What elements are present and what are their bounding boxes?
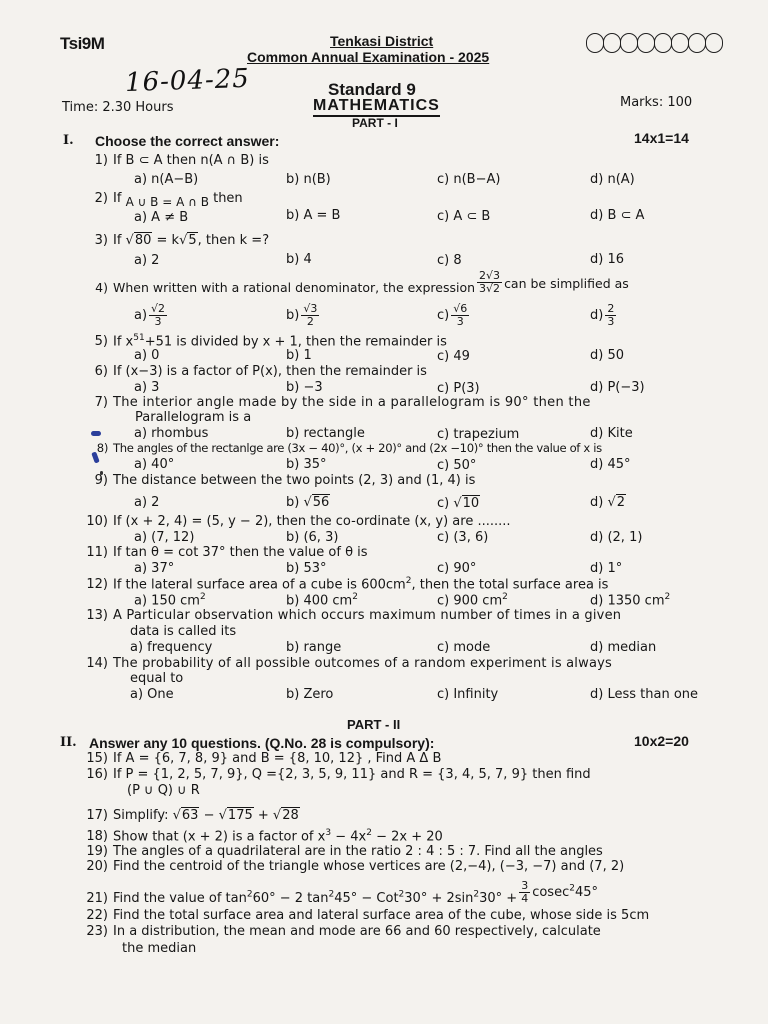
q14-option-d: d) Less than one [590,687,699,702]
question-13: 13) A Particular observation which occurs maximum number of times in a given [86,608,622,623]
question-16-line-2: (P ∪ Q) ∪ R [127,783,200,798]
q7-option-a: a) rhombus [134,426,209,441]
section-one-title: Choose the correct answer: [95,133,280,149]
section-one-marks: 14x1=14 [634,130,689,146]
q14-option-a: a) One [130,687,174,702]
q4-option-d: d) $\frac{2}{3}$ [590,302,615,328]
question-21: 21) Find the value of $\tan^260^\circ - 2$ $\tan^245^\circ - Cot^230^\circ + 2\sin^230^\circ$ + $\frac{3}{4}$ cosec$^2$45° [86,879,599,906]
district-name: Tenkasi District [330,33,434,49]
question-17: 17) Simplify: √63 − √175 + √28 [86,808,299,823]
q12-option-d: d) 1350 $cm^2$ [590,592,671,609]
question-14: 14) The probability of all possible outcomes of a random experiment is always [86,656,612,671]
q13-option-b: b) range [286,640,342,655]
q13-option-d: d) median [590,640,657,655]
question-3: 3) If √80 = k√5, then k =? [94,233,270,248]
question-19: 19) The angles of a quadrilateral are in the ratio 2 : 4 : 5 : 7. Find all the angles [86,844,603,859]
regno-box [688,33,706,53]
q6-option-d: d) P(−3) [590,380,645,395]
q10-option-d: d) (2, 1) [590,530,643,545]
question-10: 10) If (x + 2, 4) = (5, y − 2), then the co-ordinate (x, y) are ........ [86,514,511,529]
regno-box [654,33,672,53]
q9-option-a: a) 2 [134,495,160,510]
q1-option-c: c) n(B−A) [437,172,501,187]
q5-option-b: b) 1 [286,348,312,363]
section-two-marks: 10x2=20 [634,733,689,749]
question-14-line-2: equal to [130,671,184,686]
question-8: 8) The angles of the rectanlge are (3x − 40)°, (x + 20)° and (2x −10)° then the value of x is [96,441,602,455]
standard-label: Standard 9 [328,80,416,99]
part-two-label: PART - II [347,717,401,732]
question-6: 6) If (x−3) is a factor of P(x), then the remainder is [94,364,427,379]
section-one-number: I. [63,133,74,148]
q14-option-c: c) Infinity [437,687,499,702]
q10-option-c: c) (3, 6) [437,530,489,545]
total-marks: Marks: 100 [620,95,693,110]
regno-box [603,33,621,53]
q11-option-b: b) 53° [286,561,327,576]
question-7-line-2: Parallelogram is a [135,410,252,425]
q3-option-a: a) 2 [134,253,160,268]
q5-option-a: a) 0 [134,348,160,363]
subject-title: MATHEMATICS [313,97,440,117]
pen-mark [91,431,101,436]
question-4: 4) When written with a rational denominator, the expression $\frac{2√3}{3√2}$ can be simplified as [95,269,629,295]
q12-option-c: c) 900 $cm^2$ [437,592,508,609]
q14-option-b: b) Zero [286,687,334,702]
q11-option-a: a) 37° [134,561,175,576]
question-13-line-2: data is called its [130,624,237,639]
q1-option-b: b) n(B) [286,172,331,187]
question-2: 2) If A ∪ B = A ∩ B then [94,191,243,209]
q4-option-c: c) $\frac{√6}{3}$ [437,302,468,328]
exam-title: Common Annual Examination - 2025 [247,49,490,65]
question-18: 18) Show that (x + 2) is a factor of $x^3 - 4x^2 - 2x + 20$ [86,828,443,845]
question-11: 11) If tan θ = cot 37° then the value of θ is [86,545,368,560]
regno-box [586,33,604,53]
regno-box [620,33,638,53]
q13-option-c: c) mode [437,640,491,655]
q13-option-a: a) frequency [130,640,213,655]
q11-option-d: d) 1° [590,561,623,576]
q8-option-d: d) 45° [590,457,631,472]
q7-option-d: d) Kite [590,426,633,441]
question-20: 20) Find the centroid of the triangle whose vertices are (2,−4), (−3, −7) and (7, 2) [86,859,625,874]
q6-option-a: a) 3 [134,380,160,395]
question-23-line-2: the median [122,941,197,956]
regno-box [637,33,655,53]
question-23: 23) In a distribution, the mean and mode are 66 and 60 respectively, calculate [86,924,601,939]
q4-option-b: b) $\frac{√3}{2}$ [286,302,318,328]
question-12: 12) If the lateral surface area of a cube is $600cm^2$, then the total surface area is [86,576,609,593]
q8-option-b: b) 35° [286,457,327,472]
question-7: 7) The interior angle made by the side in a parallelogram is 90° then the [94,395,591,410]
q7-option-c: c) trapezium [437,427,520,442]
q2-option-c: c) A ⊂ B [437,209,491,224]
q7-option-b: b) rectangle [286,426,365,441]
q5-option-c: c) 49 [437,349,470,364]
q9-option-c: c) √10 [437,496,480,511]
q6-option-c: c) P(3) [437,381,480,396]
q3-option-b: b) 4 [286,252,312,267]
section-two-number: II. [60,735,77,750]
q1-option-d: d) n(A) [590,172,635,187]
regno-box [705,33,723,53]
q8-option-a: a) 40° [134,457,175,472]
q2-option-d: d) B ⊂ A [590,208,645,223]
q10-option-b: b) (6, 3) [286,530,339,545]
q12-option-b: b) 400 $cm^2$ [286,592,358,609]
exam-duration: Time: 2.30 Hours [62,100,174,115]
q2-option-b: b) A = B [286,208,341,223]
q3-option-d: d) 16 [590,252,624,267]
handwritten-date: 16-04-25 [124,63,251,99]
question-9: 9) The distance between the two points (2, 3) and (1, 4) is [94,473,476,488]
question-1: 1) If B ⊂ A then n(A ∩ B) is [94,153,269,168]
q5-option-d: d) 50 [590,348,624,363]
q2-option-a: a) A ≠ B [134,210,189,225]
q1-option-a: a) n(A−B) [134,172,199,187]
q12-option-a: a) 150 $cm^2$ [134,592,206,609]
q6-option-b: b) −3 [286,380,323,395]
regno-box [671,33,689,53]
section-two-title: Answer any 10 questions. (Q.No. 28 is compulsory): [89,735,435,751]
q9-option-d: d) √2 [590,495,626,510]
q3-option-c: c) 8 [437,253,462,268]
part-one-label: PART - I [352,116,398,130]
question-16: 16) If P = {1, 2, 5, 7, 9}, Q ={2, 3, 5, 9, 11} and R = {3, 4, 5, 7, 9} then find [86,767,591,782]
q11-option-c: c) 90° [437,561,477,576]
question-paper-code: Tsi9M [60,34,105,53]
q9-option-b: b) √56 [286,495,330,510]
q10-option-a: a) (7, 12) [134,530,195,545]
register-number-boxes [586,33,722,57]
question-15: 15) If A = {6, 7, 8, 9} and B = {8, 10, 12} , Find A Δ B [86,751,442,766]
question-5: 5) If $x^{51}+51$ is divided by x + 1, then the remainder is [94,333,447,350]
q8-option-c: c) 50° [437,458,477,473]
q4-option-a: a) $\frac{√2}{3}$ [134,302,166,328]
question-22: 22) Find the total surface area and lateral surface area of the cube, whose side is 5cm [86,908,650,923]
